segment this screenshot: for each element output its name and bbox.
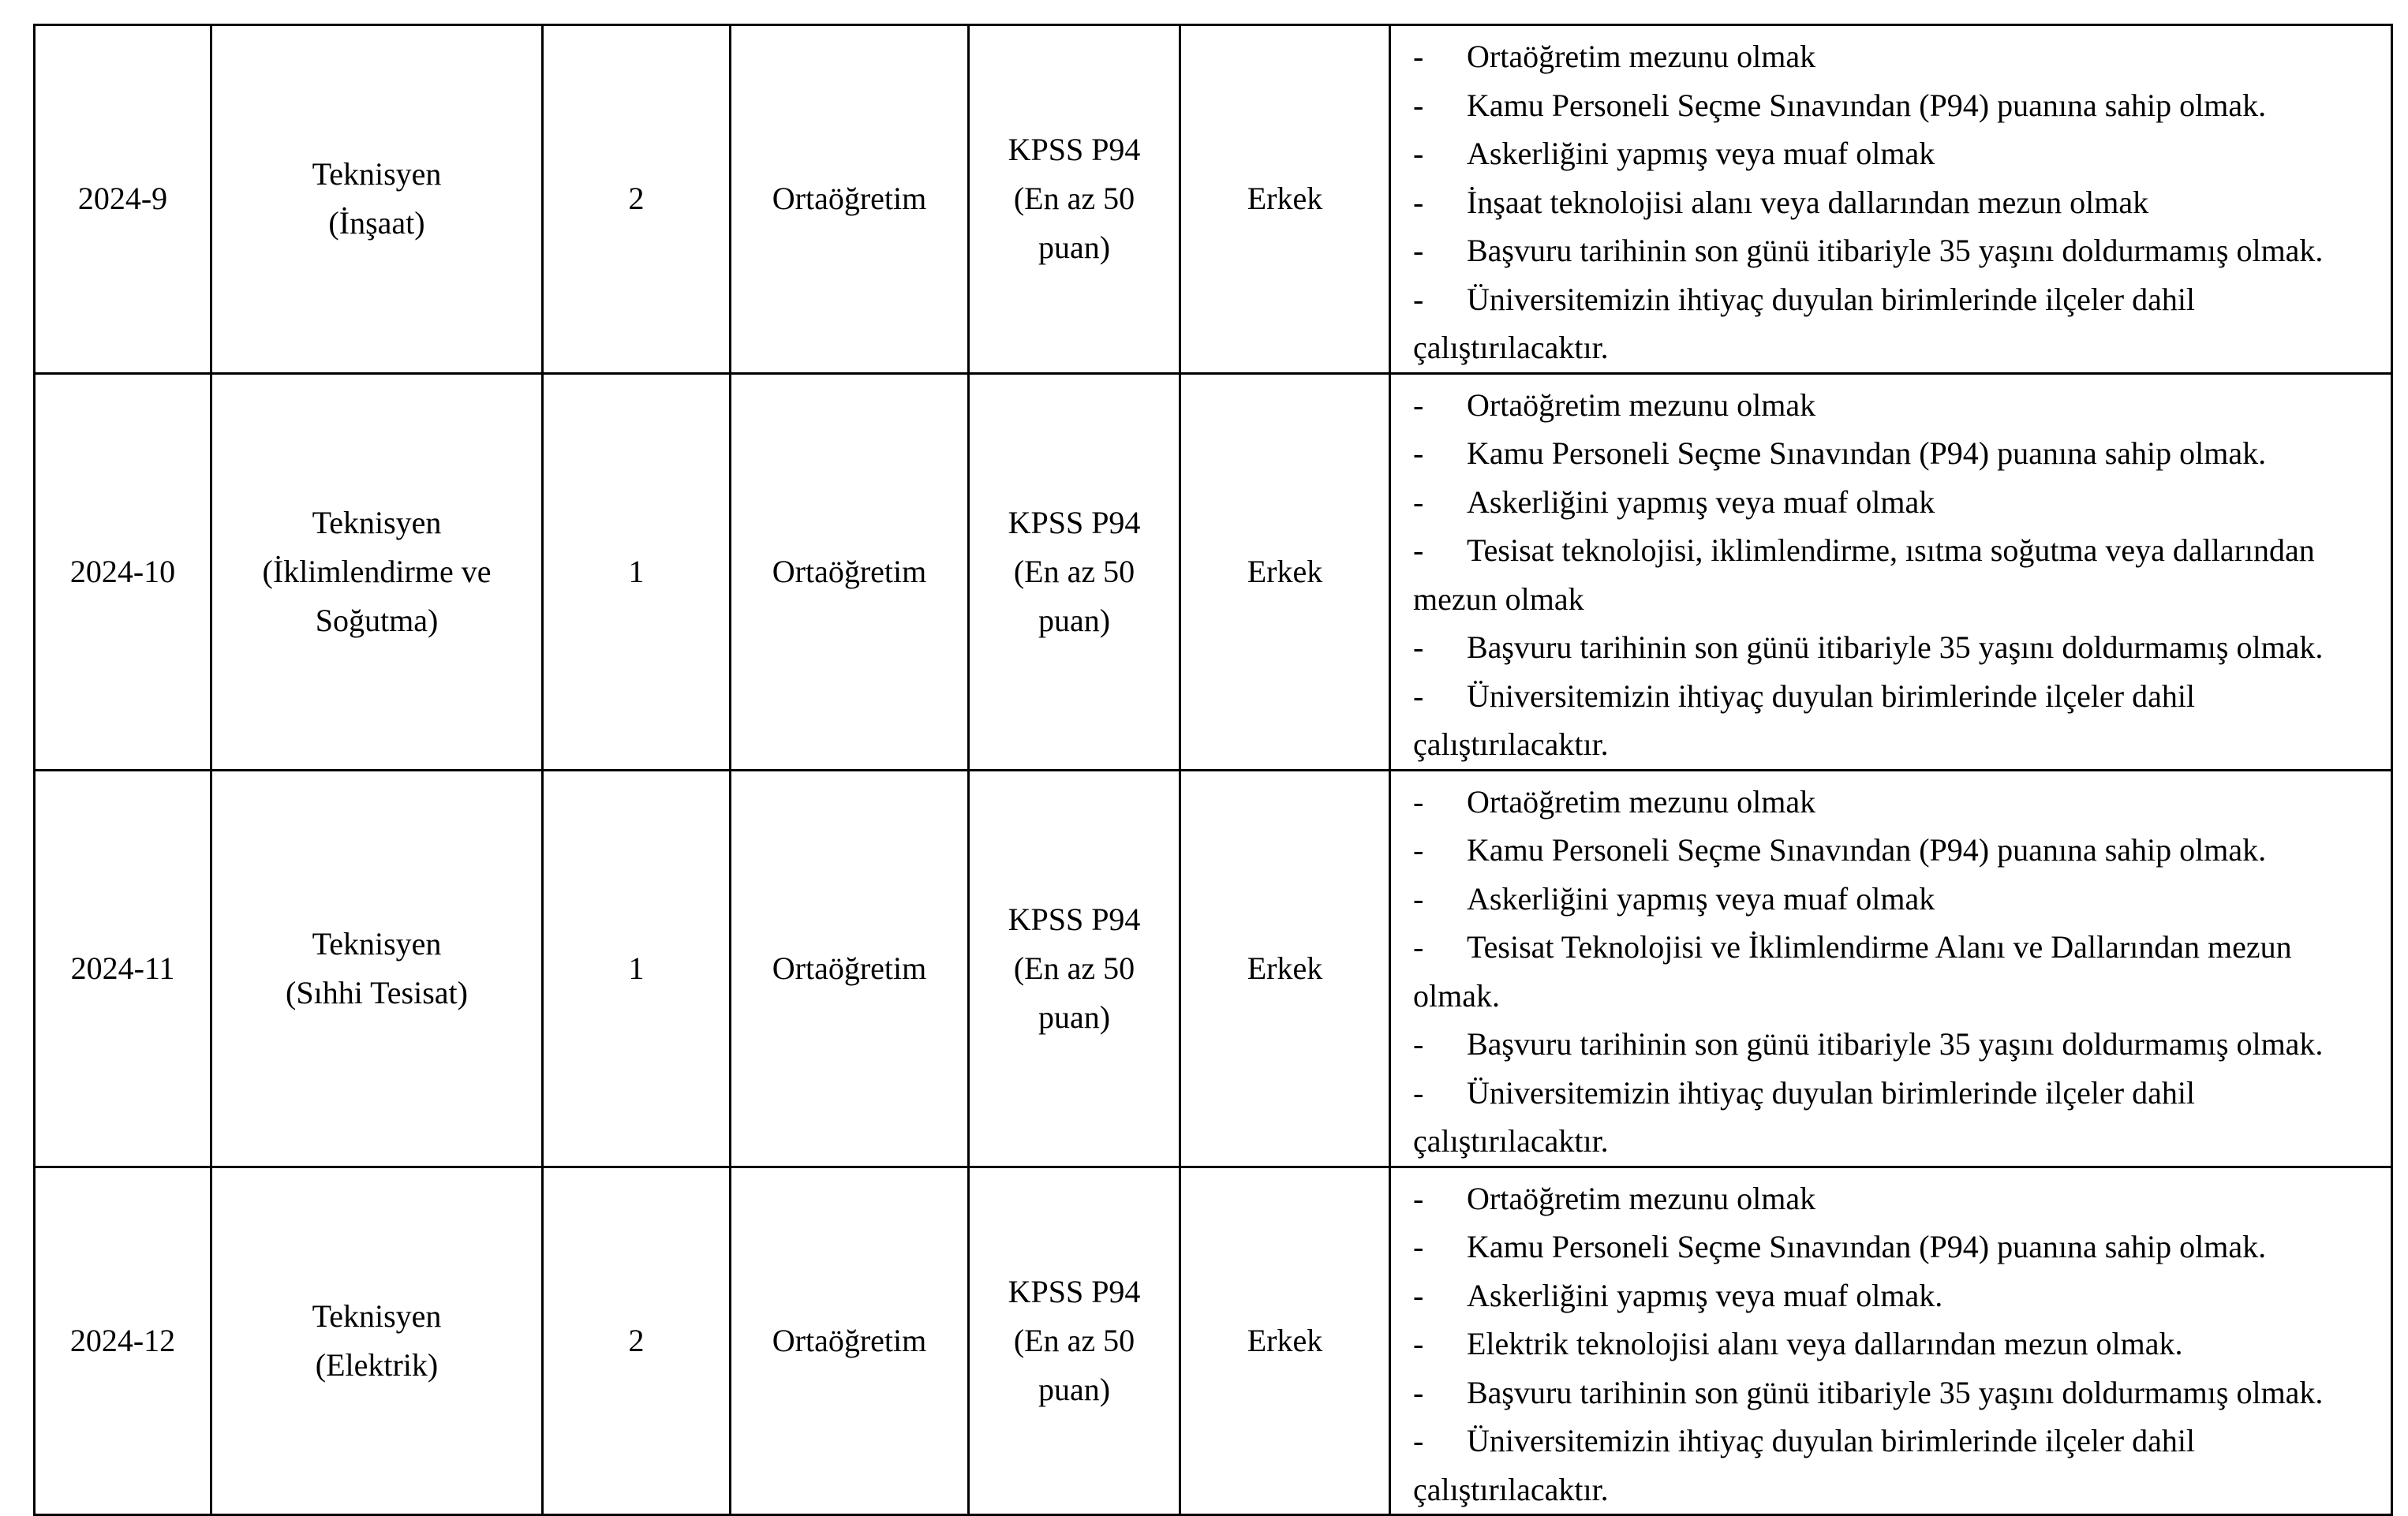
bullet-dash: - xyxy=(1413,233,1424,268)
bullet-dash: - xyxy=(1413,435,1424,471)
requirements-cell xyxy=(1390,373,2392,770)
exam-score-cell-line: (En az 50 xyxy=(1013,553,1135,589)
requirements-cell xyxy=(1390,1167,2392,1515)
exam-score-cell-line: KPSS P94 xyxy=(1008,504,1141,540)
requirement-item xyxy=(1413,275,2383,372)
quota-count-cell: 1 xyxy=(543,373,731,770)
position-title-cell-line: Soğutma) xyxy=(315,602,439,638)
requirement-item xyxy=(1413,778,2383,827)
requirement-text: Üniversitemizin ihtiyaç duyulan birimlerinde ilçeler dahil çalıştırılacaktır. xyxy=(1413,1074,2196,1159)
requirement-item xyxy=(1413,623,2383,672)
requirements-cell xyxy=(1390,770,2392,1167)
quota-count-cell: 2 xyxy=(543,25,731,374)
requirement-text: Başvuru tarihinin son günü itibariyle 35 yaşını doldurmamış olmak. xyxy=(1467,233,2324,268)
position-title-cell-line: Teknisyen xyxy=(312,925,442,962)
requirement-text: Kamu Personeli Seçme Sınavından (P94) puanına sahip olmak. xyxy=(1467,832,2267,868)
requirement-text: Başvuru tarihinin son günü itibariyle 35 yaşını doldurmamış olmak. xyxy=(1467,1026,2324,1062)
bullet-dash: - xyxy=(1413,386,1424,423)
requirement-item xyxy=(1413,526,2383,623)
requirement-text: Tesisat teknolojisi, iklimlendirme, ısıtma soğutma veya dallarından mezun olmak xyxy=(1413,532,2315,617)
requirement-item xyxy=(1413,1174,2383,1223)
requirement-text: Kamu Personeli Seçme Sınavından (P94) puanına sahip olmak. xyxy=(1467,1229,2267,1264)
bullet-dash: - xyxy=(1413,880,1424,917)
bullet-dash: - xyxy=(1413,1229,1424,1264)
exam-score-cell-line: puan) xyxy=(1038,602,1111,638)
gender-cell: Erkek xyxy=(1180,25,1390,374)
job-requirements-table xyxy=(33,24,2393,1516)
bullet-dash: - xyxy=(1413,1026,1424,1062)
requirement-item xyxy=(1413,226,2383,275)
requirement-text: Askerliğini yapmış veya muaf olmak xyxy=(1467,136,1935,171)
requirement-item xyxy=(1413,478,2383,527)
requirement-text: Ortaöğretim mezunu olmak xyxy=(1467,386,1816,423)
requirement-text: Başvuru tarihinin son günü itibariyle 35 yaşını doldurmamış olmak. xyxy=(1467,629,2324,665)
table-row xyxy=(35,373,2392,770)
exam-score-cell-line: (En az 50 xyxy=(1013,181,1135,217)
position-title-cell-line: (Elektrik) xyxy=(315,1346,439,1383)
education-level-cell: Ortaöğretim xyxy=(731,770,969,1167)
requirement-item xyxy=(1413,1369,2383,1417)
requirement-text: Kamu Personeli Seçme Sınavından (P94) puanına sahip olmak. xyxy=(1467,87,2267,123)
exam-score-cell-line: KPSS P94 xyxy=(1008,901,1141,937)
bullet-dash: - xyxy=(1413,1277,1424,1313)
requirement-item xyxy=(1413,826,2383,875)
position-title-cell xyxy=(211,1167,543,1515)
requirement-item xyxy=(1413,81,2383,130)
bullet-dash: - xyxy=(1413,783,1424,820)
exam-score-cell-line: (En az 50 xyxy=(1013,950,1135,986)
bullet-dash: - xyxy=(1413,929,1424,965)
exam-score-cell-line: puan) xyxy=(1038,999,1111,1035)
requirement-text: Askerliğini yapmış veya muaf olmak xyxy=(1467,880,1935,917)
exam-score-cell-line: puan) xyxy=(1038,230,1111,266)
position-code-cell: 2024-9 xyxy=(35,25,211,374)
requirement-text: Elektrik teknolojisi alanı veya dallarından mezun olmak. xyxy=(1467,1326,2183,1361)
position-title-cell xyxy=(211,373,543,770)
gender-cell: Erkek xyxy=(1180,373,1390,770)
bullet-dash: - xyxy=(1413,87,1424,123)
bullet-dash: - xyxy=(1413,1326,1424,1361)
exam-score-cell xyxy=(969,770,1180,1167)
exam-score-cell-line: KPSS P94 xyxy=(1008,1273,1141,1309)
exam-score-cell-line: KPSS P94 xyxy=(1008,132,1141,168)
requirement-item xyxy=(1413,381,2383,430)
position-title-cell-line: Teknisyen xyxy=(312,156,442,192)
bullet-dash: - xyxy=(1413,484,1424,520)
requirement-item xyxy=(1413,1069,2383,1166)
position-title-cell xyxy=(211,770,543,1167)
education-level-cell: Ortaöğretim xyxy=(731,1167,969,1515)
requirement-item xyxy=(1413,178,2383,227)
requirement-item xyxy=(1413,672,2383,769)
requirement-item xyxy=(1413,1020,2383,1069)
requirement-text: Ortaöğretim mezunu olmak xyxy=(1467,783,1816,820)
bullet-dash: - xyxy=(1413,629,1424,665)
table-row xyxy=(35,770,2392,1167)
gender-cell: Erkek xyxy=(1180,1167,1390,1515)
requirement-item xyxy=(1413,129,2383,178)
requirement-text: Askerliğini yapmış veya muaf olmak xyxy=(1467,484,1935,520)
bullet-dash: - xyxy=(1413,532,1424,568)
requirement-text: İnşaat teknolojisi alanı veya dallarından mezun olmak xyxy=(1467,184,2149,220)
exam-score-cell-line: (En az 50 xyxy=(1013,1322,1135,1358)
table-row xyxy=(35,1167,2392,1515)
exam-score-cell xyxy=(969,25,1180,374)
requirement-item xyxy=(1413,1271,2383,1320)
position-title-cell-line: (İnşaat) xyxy=(328,205,425,241)
bullet-dash: - xyxy=(1413,1374,1424,1410)
position-title-cell-line: (İklimlendirme ve xyxy=(262,553,492,589)
requirement-text: Askerliğini yapmış veya muaf olmak. xyxy=(1467,1277,1943,1313)
position-code-cell: 2024-11 xyxy=(35,770,211,1167)
quota-count-cell: 2 xyxy=(543,1167,731,1515)
position-code-cell: 2024-10 xyxy=(35,373,211,770)
position-title-cell xyxy=(211,25,543,374)
exam-score-cell xyxy=(969,1167,1180,1515)
requirement-text: Tesisat Teknolojisi ve İklimlendirme Alanı ve Dallarından mezun olmak. xyxy=(1413,929,2292,1014)
bullet-dash: - xyxy=(1413,39,1424,74)
requirement-item xyxy=(1413,875,2383,924)
table-body xyxy=(35,25,2392,1515)
bullet-dash: - xyxy=(1413,184,1424,220)
requirement-item xyxy=(1413,1320,2383,1369)
requirement-item xyxy=(1413,923,2383,1020)
requirement-item xyxy=(1413,429,2383,478)
bullet-dash: - xyxy=(1413,1423,1424,1458)
bullet-dash: - xyxy=(1413,1180,1424,1216)
bullet-dash: - xyxy=(1413,832,1424,868)
requirement-text: Üniversitemizin ihtiyaç duyulan birimlerinde ilçeler dahil çalıştırılacaktır. xyxy=(1413,678,2196,762)
requirements-cell xyxy=(1390,25,2392,374)
requirement-text: Üniversitemizin ihtiyaç duyulan birimlerinde ilçeler dahil çalıştırılacaktır. xyxy=(1413,1423,2196,1507)
requirement-text: Ortaöğretim mezunu olmak xyxy=(1467,39,1816,74)
position-title-cell-line: Teknisyen xyxy=(312,1298,442,1334)
position-code-cell: 2024-12 xyxy=(35,1167,211,1515)
exam-score-cell-line: puan) xyxy=(1038,1371,1111,1407)
requirement-text: Kamu Personeli Seçme Sınavından (P94) puanına sahip olmak. xyxy=(1467,435,2267,471)
bullet-dash: - xyxy=(1413,136,1424,171)
bullet-dash: - xyxy=(1413,678,1424,714)
requirement-item xyxy=(1413,1223,2383,1271)
table-row xyxy=(35,25,2392,374)
position-title-cell-line: (Sıhhi Tesisat) xyxy=(286,974,468,1010)
requirement-text: Ortaöğretim mezunu olmak xyxy=(1467,1180,1816,1216)
exam-score-cell xyxy=(969,373,1180,770)
quota-count-cell: 1 xyxy=(543,770,731,1167)
education-level-cell: Ortaöğretim xyxy=(731,373,969,770)
gender-cell: Erkek xyxy=(1180,770,1390,1167)
requirement-item xyxy=(1413,32,2383,81)
bullet-dash: - xyxy=(1413,1074,1424,1111)
requirement-text: Başvuru tarihinin son günü itibariyle 35 yaşını doldurmamış olmak. xyxy=(1467,1374,2324,1410)
position-title-cell-line: Teknisyen xyxy=(312,504,442,540)
education-level-cell: Ortaöğretim xyxy=(731,25,969,374)
bullet-dash: - xyxy=(1413,281,1424,317)
requirement-item xyxy=(1413,1417,2383,1514)
requirement-text: Üniversitemizin ihtiyaç duyulan birimlerinde ilçeler dahil çalıştırılacaktır. xyxy=(1413,281,2196,365)
